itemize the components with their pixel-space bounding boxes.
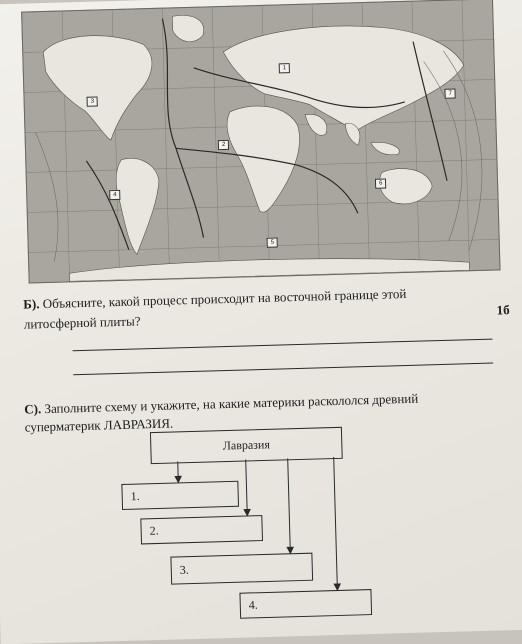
map-label-1: 1	[279, 63, 291, 73]
scheme-item-label-3: 3.	[179, 562, 189, 577]
map-label-4: 4	[109, 190, 121, 200]
map-label-6: 6	[375, 178, 387, 188]
question-c-line2: суперматерик ЛАВРАЗИЯ.	[24, 415, 174, 435]
world-plates-map	[21, 0, 500, 283]
arrow-4	[334, 457, 338, 588]
answer-line-2[interactable]	[73, 363, 493, 376]
scheme-item-label-4: 4.	[248, 597, 258, 612]
question-c-letter: С).	[24, 401, 42, 417]
score-badge: 1б	[496, 302, 510, 318]
map-label-5: 5	[267, 238, 279, 248]
question-b-text: Объясните, какой процесс происходит на восточной границе этой	[42, 285, 407, 312]
scheme-item-box-4[interactable]	[239, 589, 372, 619]
map-label-3: 3	[87, 96, 99, 106]
question-c-line1	[24, 391, 418, 418]
map-label-7: 7	[444, 88, 456, 98]
scheme-item-box-2[interactable]	[140, 515, 263, 544]
scheme-item-label-2: 2.	[149, 523, 159, 538]
answer-line-1[interactable]	[73, 339, 493, 352]
scheme-root-box	[150, 427, 343, 464]
arrow-2	[246, 460, 248, 514]
scheme-item-label-1: 1.	[130, 488, 140, 504]
scheme-item-box-3[interactable]	[170, 553, 313, 585]
map-label-2: 2	[218, 140, 230, 150]
question-c-text: Заполните схему и укажите, на какие материки раскололся древний	[44, 390, 419, 417]
arrow-3	[288, 458, 291, 551]
world-map-graphic	[22, 0, 499, 282]
scheme-item-box-1[interactable]	[121, 481, 239, 510]
scheme-root-label: Лавразия	[222, 437, 271, 453]
question-b-line2: литосферной плиты?	[23, 313, 141, 332]
arrow-1	[178, 461, 179, 480]
question-b-line1	[23, 286, 406, 313]
question-b-letter: Б).	[23, 296, 40, 312]
